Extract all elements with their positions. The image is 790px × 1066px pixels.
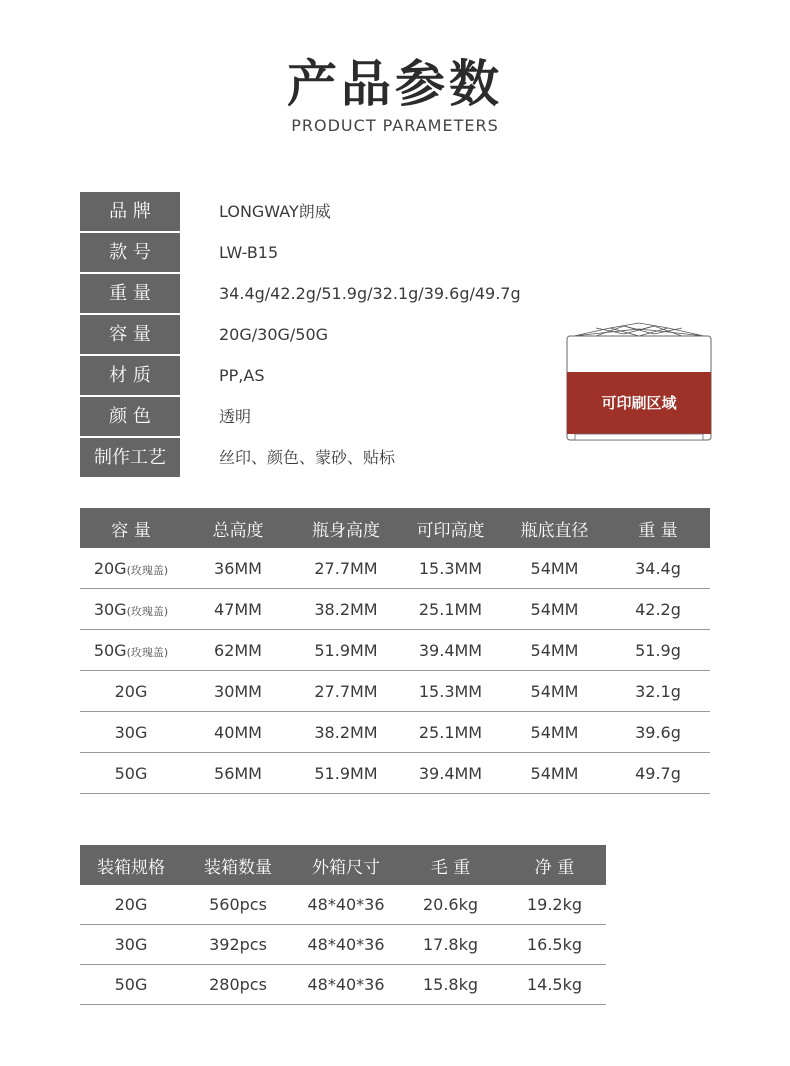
spec-row-weight [80, 274, 540, 313]
capacity-value: 30G [93, 599, 127, 619]
packing-spec-cell: 50G [80, 965, 182, 1005]
body-height-cell: 51.9MM [294, 753, 398, 794]
spec-row-capacity [80, 315, 540, 354]
col-print-height: 可印高度 [398, 508, 503, 548]
base-diameter-cell: 54MM [503, 589, 606, 630]
jar-illustration [566, 320, 712, 444]
gross-weight-cell: 17.8kg [398, 925, 503, 965]
spec-row-brand [80, 192, 540, 231]
spec-value: 丝印、颜色、蒙砂、贴标 [219, 448, 396, 467]
packing-qty-cell: 392pcs [182, 925, 294, 965]
spec-label: 颜 色 [80, 397, 180, 436]
spec-value: LW-B15 [219, 243, 279, 262]
table-row [80, 589, 710, 630]
weight-cell: 32.1g [606, 671, 710, 712]
col-packing-spec: 装箱规格 [80, 845, 182, 885]
base-diameter-cell: 54MM [503, 753, 606, 794]
net-weight-cell: 19.2kg [503, 885, 606, 925]
gross-weight-cell: 15.8kg [398, 965, 503, 1005]
capacity-cell [80, 671, 182, 712]
gross-weight-cell: 20.6kg [398, 885, 503, 925]
print-height-cell: 15.3MM [398, 671, 503, 712]
weight-cell: 39.6g [606, 712, 710, 753]
spec-label: 品 牌 [80, 192, 180, 231]
packing-qty-cell: 560pcs [182, 885, 294, 925]
spec-label: 容 量 [80, 315, 180, 354]
print-height-cell: 39.4MM [398, 753, 503, 794]
spec-row-material [80, 356, 540, 395]
col-weight: 重 量 [606, 508, 710, 548]
col-body-height: 瓶身高度 [294, 508, 398, 548]
total-height-cell: 56MM [182, 753, 294, 794]
col-net-weight: 净 重 [503, 845, 606, 885]
weight-cell: 34.4g [606, 548, 710, 589]
spec-label: 材 质 [80, 356, 180, 395]
col-capacity: 容 量 [80, 508, 182, 548]
total-height-cell: 47MM [182, 589, 294, 630]
capacity-cell [80, 712, 182, 753]
capacity-value: 50G [114, 763, 148, 783]
base-diameter-cell: 54MM [503, 671, 606, 712]
spec-value: LONGWAY朗威 [219, 202, 331, 221]
spec-value: 20G/30G/50G [219, 325, 329, 344]
weight-cell: 49.7g [606, 753, 710, 794]
total-height-cell: 36MM [182, 548, 294, 589]
packing-spec-cell: 30G [80, 925, 182, 965]
capacity-value: 30G [114, 722, 148, 742]
body-height-cell: 51.9MM [294, 630, 398, 671]
table-row [80, 671, 710, 712]
col-base-diameter: 瓶底直径 [503, 508, 606, 548]
total-height-cell: 62MM [182, 630, 294, 671]
print-height-cell: 15.3MM [398, 548, 503, 589]
cap-type-note: (玫瑰盖) [126, 563, 169, 577]
capacity-cell [80, 548, 182, 589]
packing-spec-cell: 20G [80, 885, 182, 925]
cap-type-note: (玫瑰盖) [126, 604, 169, 618]
capacity-cell [80, 589, 182, 630]
table-row [80, 548, 710, 589]
weight-cell: 42.2g [606, 589, 710, 630]
box-size-cell: 48*40*36 [294, 925, 398, 965]
cap-type-note: (玫瑰盖) [126, 645, 169, 659]
table-row [80, 753, 710, 794]
net-weight-cell: 14.5kg [503, 965, 606, 1005]
table-row [80, 630, 710, 671]
packing-table [80, 845, 606, 1005]
capacity-cell [80, 630, 182, 671]
base-diameter-cell: 54MM [503, 712, 606, 753]
col-gross-weight: 毛 重 [398, 845, 503, 885]
spec-value: PP,AS [219, 366, 265, 385]
capacity-value: 50G [93, 640, 127, 660]
body-height-cell: 27.7MM [294, 671, 398, 712]
box-size-cell: 48*40*36 [294, 965, 398, 1005]
table-row [80, 925, 606, 965]
spec-value: 透明 [219, 407, 252, 426]
table-header-row [80, 508, 710, 548]
spec-label: 制作工艺 [80, 438, 180, 477]
jar-base [575, 434, 703, 440]
table-header-row [80, 845, 606, 885]
total-height-cell: 40MM [182, 712, 294, 753]
print-height-cell: 25.1MM [398, 712, 503, 753]
body-height-cell: 38.2MM [294, 589, 398, 630]
printable-area-label: 可印刷区域 [601, 394, 677, 412]
page-title: 产品参数 [287, 55, 503, 113]
capacity-cell [80, 753, 182, 794]
size-table [80, 508, 710, 794]
base-diameter-cell: 54MM [503, 548, 606, 589]
table-row [80, 712, 710, 753]
table-row [80, 885, 606, 925]
packing-qty-cell: 280pcs [182, 965, 294, 1005]
spec-row-process [80, 438, 540, 477]
col-packing-qty: 装箱数量 [182, 845, 294, 885]
base-diameter-cell: 54MM [503, 630, 606, 671]
body-height-cell: 27.7MM [294, 548, 398, 589]
col-box-size: 外箱尺寸 [294, 845, 398, 885]
net-weight-cell: 16.5kg [503, 925, 606, 965]
total-height-cell: 30MM [182, 671, 294, 712]
spec-label: 款 号 [80, 233, 180, 272]
page-subtitle: PRODUCT PARAMETERS [291, 116, 499, 135]
spec-row-color [80, 397, 540, 436]
spec-label: 重 量 [80, 274, 180, 313]
weight-cell: 51.9g [606, 630, 710, 671]
col-total-height: 总高度 [182, 508, 294, 548]
spec-value: 34.4g/42.2g/51.9g/32.1g/39.6g/49.7g [219, 284, 521, 303]
spec-row-model [80, 233, 540, 272]
rose-cap-icon [574, 323, 704, 336]
table-row [80, 965, 606, 1005]
box-size-cell: 48*40*36 [294, 885, 398, 925]
print-height-cell: 25.1MM [398, 589, 503, 630]
print-height-cell: 39.4MM [398, 630, 503, 671]
capacity-value: 20G [93, 558, 127, 578]
capacity-value: 20G [114, 681, 148, 701]
body-height-cell: 38.2MM [294, 712, 398, 753]
